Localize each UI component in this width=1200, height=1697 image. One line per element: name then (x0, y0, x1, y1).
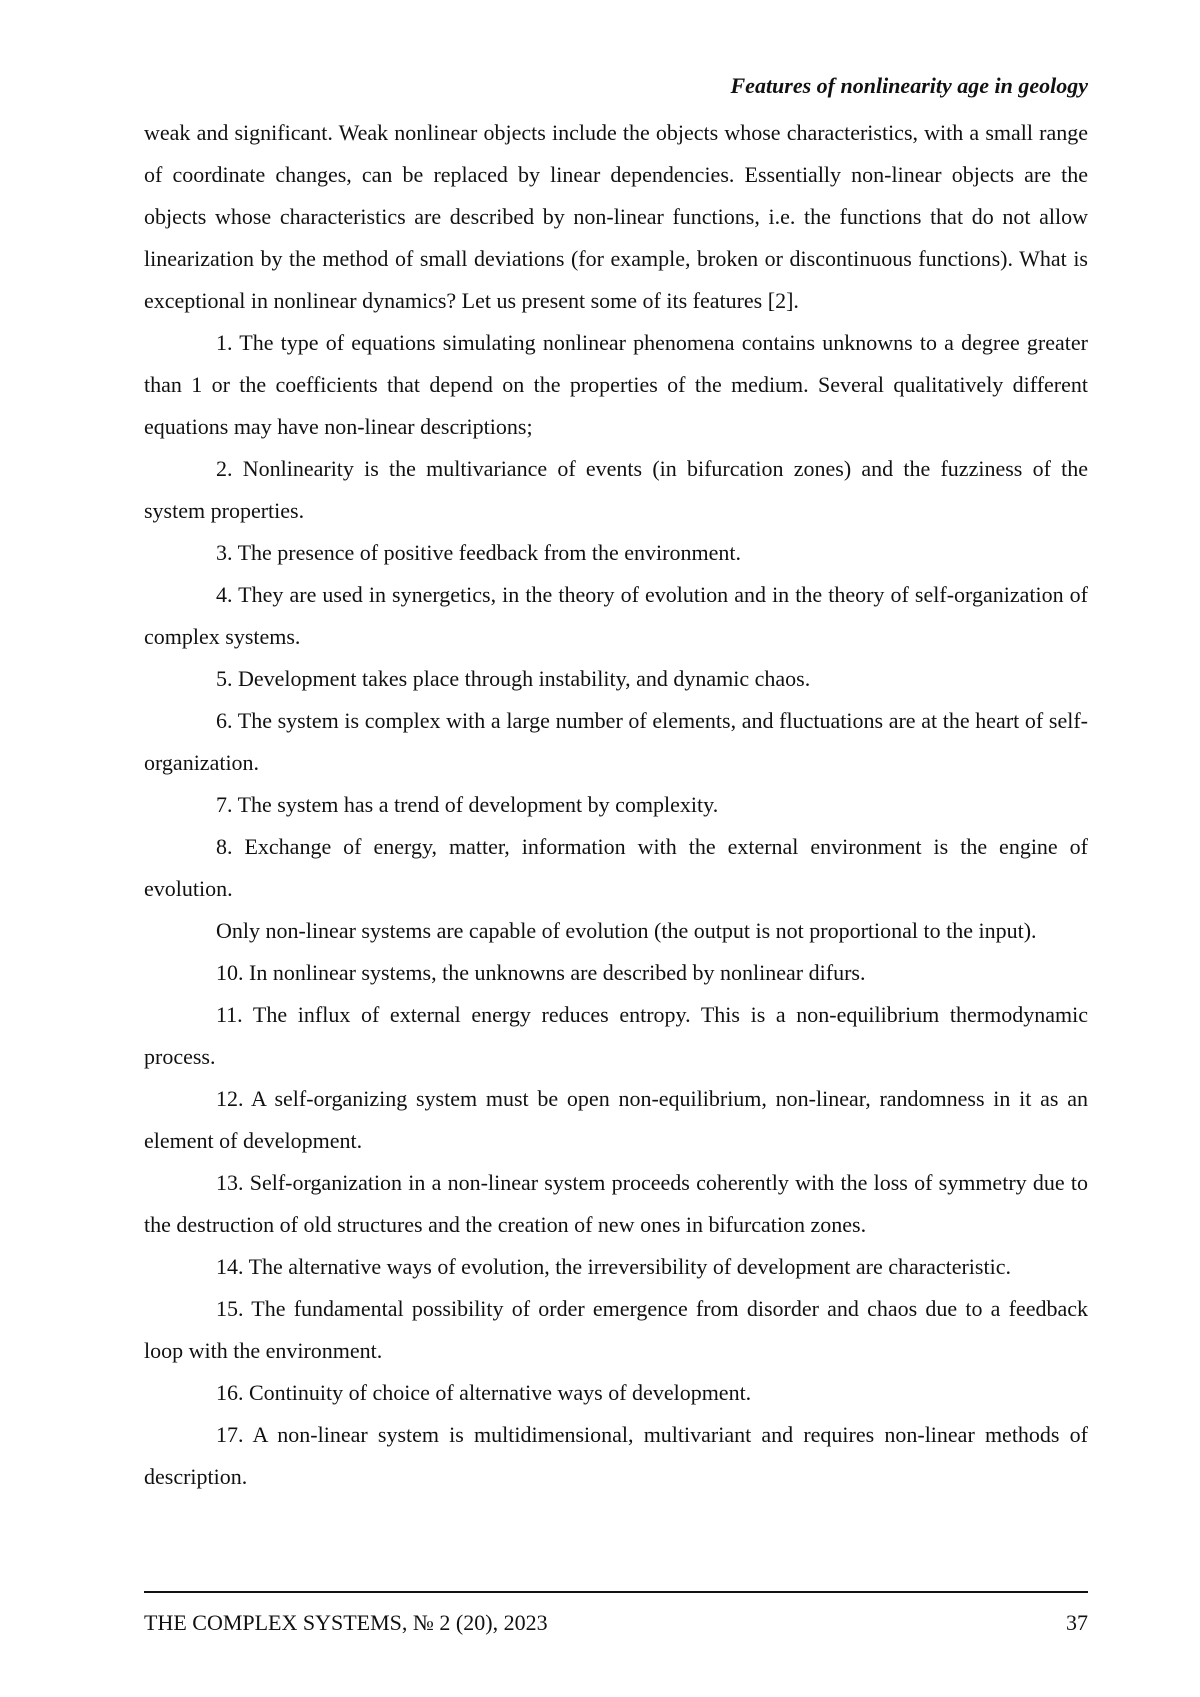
page-number: 37 (1066, 1610, 1088, 1635)
feature-item-6: 6. The system is complex with a large number of elements, and fluctuations are at the heart of self-organization. (144, 708, 1088, 775)
feature-item-11: 11. The influx of external energy reduces entropy. This is a non-equilibrium thermodynamic process. (144, 1002, 1088, 1069)
feature-item-15: 15. The fundamental possibility of order emergence from disorder and chaos due to a feedback loop with the environment. (144, 1296, 1088, 1363)
feature-item-14: 14. The alternative ways of evolution, the irreversibility of development are characteristic. (216, 1254, 1011, 1279)
feature-item-16: 16. Continuity of choice of alternative ways of development. (216, 1380, 752, 1405)
intro-paragraph: weak and significant. Weak nonlinear objects include the objects whose characteristics, with a small range of coordinate changes, can be replaced by linear dependencies. Essentially non-linear objects are the objects whose characteristics are described by non-linear functions, i.e. the functions that do not allow linearization by the method of small deviations (for example, broken or discontinuous functions). What is exceptional in nonlinear dynamics? Let us present some of its features [2]. (144, 120, 1088, 313)
feature-item-4: 4. They are used in synergetics, in the theory of evolution and in the theory of self-organization of complex systems. (144, 582, 1088, 649)
footer-journal-citation: THE COMPLEX SYSTEMS, № 2 (20), 2023 (144, 1610, 548, 1635)
article-body (144, 112, 1088, 1498)
running-title: Features of nonlinearity age in geology (730, 73, 1088, 98)
feature-item-8: 8. Exchange of energy, matter, information with the external environment is the engine of evolution. (144, 834, 1088, 901)
feature-item-3: 3. The presence of positive feedback from the environment. (216, 540, 741, 565)
feature-item-12: 12. A self-organizing system must be open non-equilibrium, non-linear, randomness in it as an element of development. (144, 1086, 1088, 1153)
footer-divider (144, 1591, 1088, 1593)
feature-item-9: Only non-linear systems are capable of evolution (the output is not proportional to the input). (216, 918, 1037, 943)
feature-item-10: 10. In nonlinear systems, the unknowns are described by nonlinear difurs. (216, 960, 866, 985)
feature-item-17: 17. A non-linear system is multidimensional, multivariant and requires non-linear methods of description. (144, 1422, 1088, 1489)
feature-item-13: 13. Self-organization in a non-linear system proceeds coherently with the loss of symmetry due to the destruction of old structures and the creation of new ones in bifurcation zones. (144, 1170, 1088, 1237)
feature-item-1: 1. The type of equations simulating nonlinear phenomena contains unknowns to a degree greater than 1 or the coefficients that depend on the properties of the medium. Several qualitatively different equations may have non-linear descriptions; (144, 330, 1088, 439)
feature-item-5: 5. Development takes place through instability, and dynamic chaos. (216, 666, 811, 691)
feature-item-2: 2. Nonlinearity is the multivariance of events (in bifurcation zones) and the fuzziness of the system properties. (144, 456, 1088, 523)
feature-item-7: 7. The system has a trend of development by complexity. (216, 792, 719, 817)
